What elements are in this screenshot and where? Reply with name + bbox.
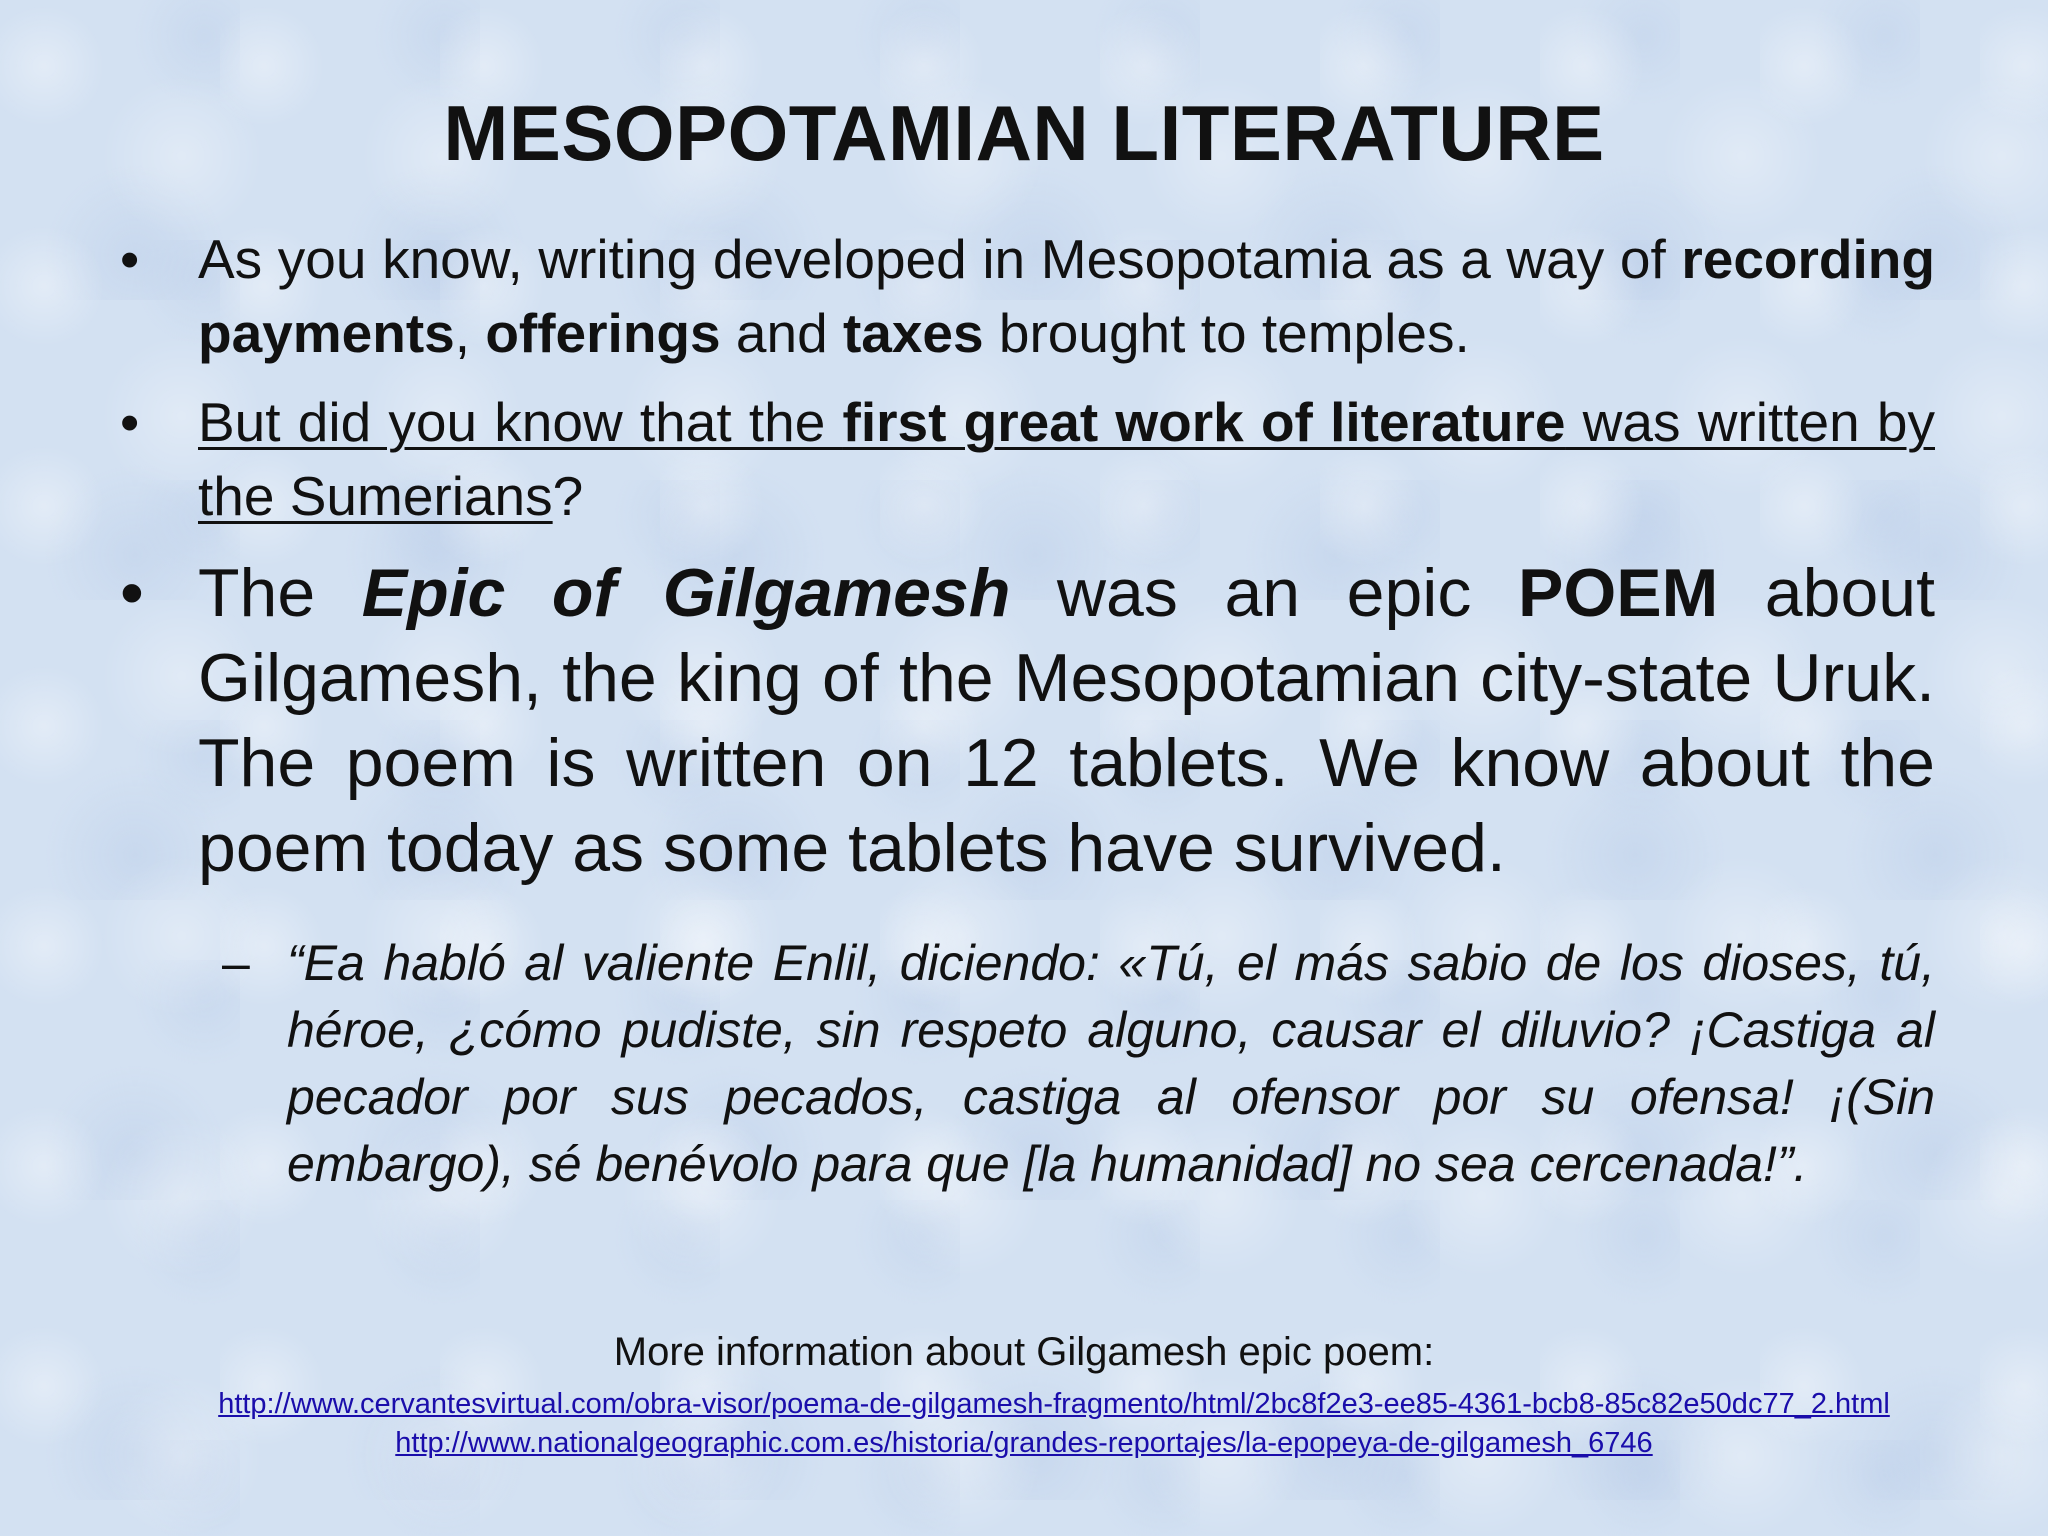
bold-text: taxes — [842, 302, 984, 364]
bullet-text: As you know, writing developed in Mesopotamia as a way of — [198, 228, 1682, 290]
dash-symbol: – — [222, 935, 250, 991]
bullet-text: ? — [552, 465, 584, 527]
slide-title: MESOPOTAMIAN LITERATURE — [443, 89, 1605, 177]
bullet-text: and — [720, 302, 843, 364]
bullet-list — [120, 222, 1935, 891]
bold-text: offerings — [485, 302, 721, 364]
underlined-text — [198, 391, 1935, 527]
link-cervantes[interactable]: http://www.cervantesvirtual.com/obra-visor/poema-de-gilgamesh-fragmento/html/2bc8f2e3-ee85-4361-bcb8-85c82e50dc77_2.html — [218, 1388, 1890, 1420]
bullet-dot: • — [120, 555, 144, 631]
bullet-text: brought to temples. — [983, 302, 1470, 364]
bullet-item-epic — [120, 551, 1935, 891]
bullet-text: was an epic — [1010, 555, 1518, 631]
bullet-text: The — [198, 555, 362, 631]
bold-text: first great work of literature — [842, 391, 1566, 453]
bullet-dot: • — [120, 391, 140, 453]
bullet-text: was written by the Sumerians — [198, 391, 1935, 527]
bullet-dot: • — [120, 228, 140, 290]
more-info-label: More information about Gilgamesh epic poem: — [613, 1330, 1435, 1374]
quote-subbullet — [222, 930, 1935, 1198]
link-natgeo[interactable]: http://www.nationalgeographic.com.es/historia/grandes-reportajes/la-epopeya-de-gilgamesh_6746 — [395, 1427, 1653, 1459]
bold-italic-text: Epic of Gilgamesh — [361, 555, 1011, 631]
bullet-text: But did you know that the — [198, 391, 843, 453]
bullet-item-first-literature — [120, 385, 1935, 533]
bullet-item-writing — [120, 222, 1935, 370]
quote-text: “Ea habló al valiente Enlil, diciendo: «Tú, el más sabio de los dioses, tú, héroe, ¿cómo pudiste, sin respeto alguno, causar el diluvio? ¡Castiga al pecador por sus pecados, castiga al ofensor por su ofensa! ¡(Sin embargo), sé benévolo para que [la humanidad] no sea cercenada!”. — [287, 935, 1935, 1192]
bullet-text: , — [454, 302, 486, 364]
bullet-text: about Gilgamesh, the king of the Mesopotamian city-state Uruk. The poem is written on 12 tablets. We know about the poem today as some tablets have survived. — [198, 555, 1935, 886]
bold-text: POEM — [1517, 555, 1719, 631]
bold-text: recording payments — [198, 228, 1935, 364]
